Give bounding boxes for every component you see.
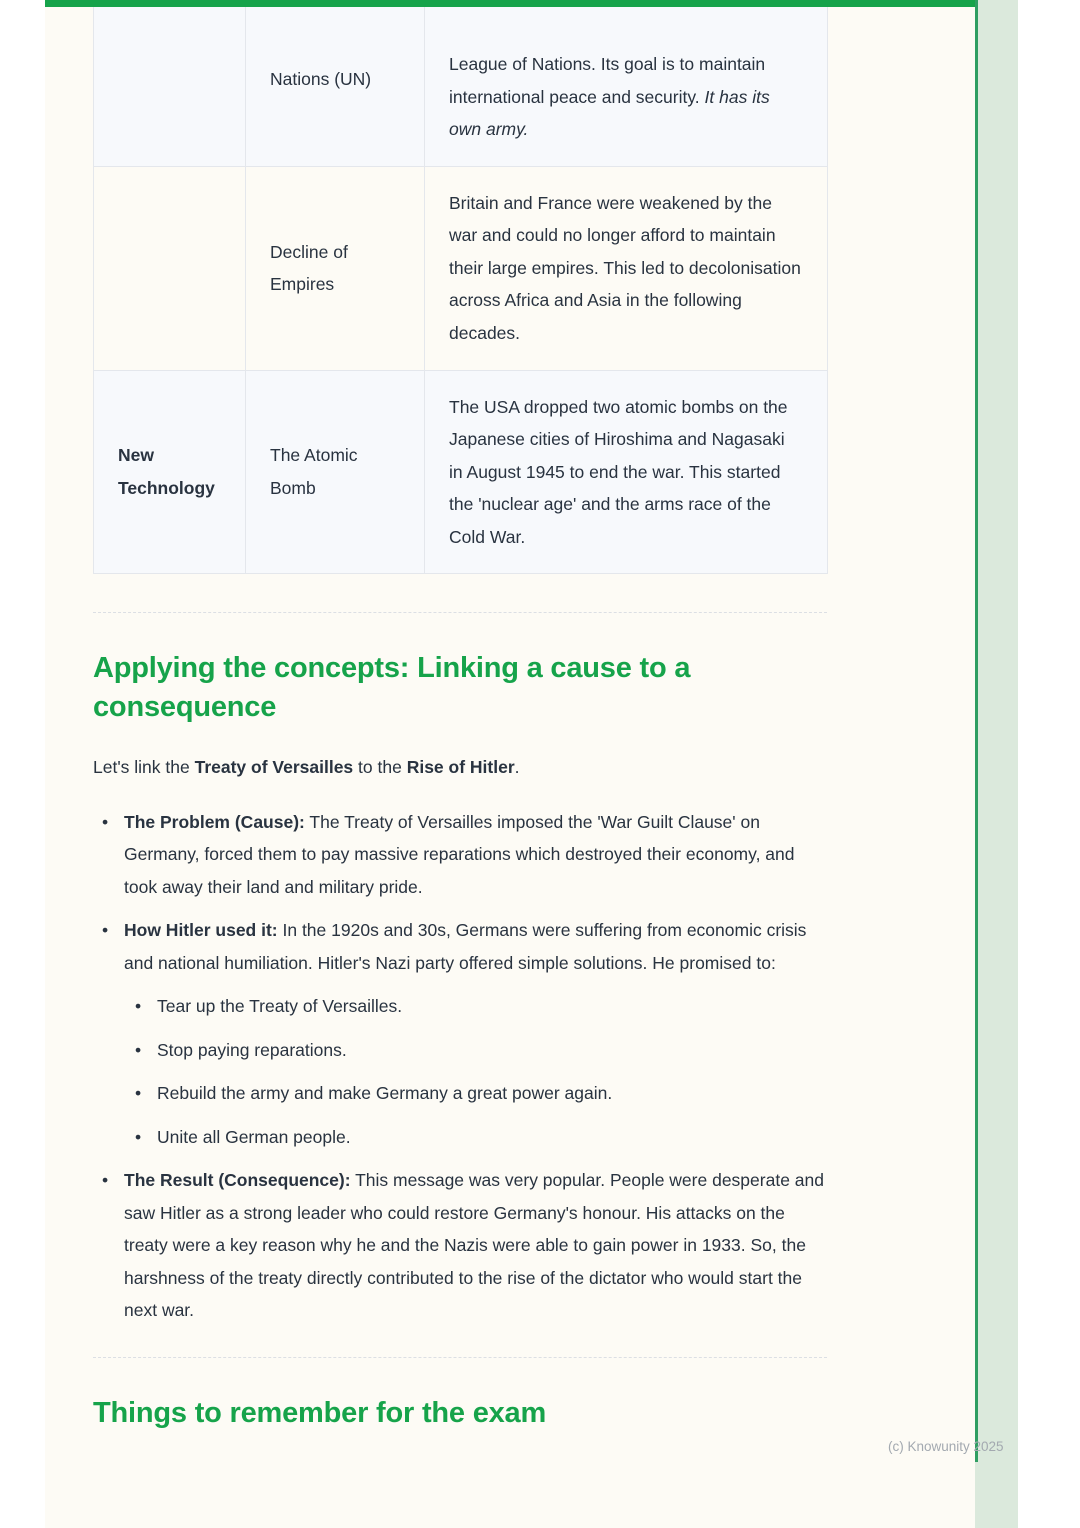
- intro-text: Let's link the: [93, 757, 195, 777]
- top-accent-bar: [45, 0, 975, 7]
- description-cell: [425, 7, 828, 166]
- cause-consequence-list: [93, 806, 827, 1327]
- scroll-progress-indicator[interactable]: [975, 0, 978, 1462]
- list-item-lead: The Result (Consequence):: [124, 1170, 351, 1190]
- section-divider: [93, 1357, 827, 1358]
- intro-paragraph: [93, 751, 827, 784]
- description-cell: The USA dropped two atomic bombs on the Japanese cities of Hiroshima and Nagasaki in August 1945 to end the war. This started the 'nuclear age' and the arms race of the Cold War.: [425, 370, 828, 574]
- list-item-result: [93, 1164, 827, 1327]
- list-item-lead: The Problem (Cause):: [124, 811, 305, 832]
- intro-text: to the: [353, 757, 407, 777]
- item-cell: Nations (UN): [246, 7, 425, 166]
- table-row: [94, 370, 828, 574]
- category-cell: New Technology: [94, 370, 246, 574]
- section-divider: [93, 612, 827, 613]
- list-item-how-used: [93, 914, 827, 1153]
- item-cell: The Atomic Bomb: [246, 370, 425, 574]
- document-page: [45, 0, 975, 1528]
- list-item-text: This message was very popular. People were desperate and saw Hitler as a strong leader who could restore Germany's honour. His attacks on the treaty were a key reason why he and the Nazis were able to gain power in 1933. So, the harshness of the treaty directly contributed to the rise of the dictator who would start the next war.: [124, 1170, 824, 1320]
- sublist-item: • Tear up the Treaty of Versailles.: [124, 990, 827, 1023]
- item-cell: Decline of Empires: [246, 166, 425, 370]
- intro-text: .: [514, 757, 520, 777]
- intro-bold-hitler: Rise of Hitler: [406, 757, 515, 777]
- copyright-footer: (c) Knowunity 2025: [888, 1439, 1004, 1454]
- page-content: [45, 7, 975, 1433]
- section-heading-exam: Things to remember for the exam: [93, 1396, 547, 1429]
- sublist-item: • Rebuild the army and make Germany a great power again.: [124, 1077, 827, 1110]
- list-item-text: In the 1920s and 30s, Germans were suffering from economic crisis and national humiliation. Hitler's Nazi party offered simple solutions. He promised to:: [124, 920, 807, 973]
- consequences-table: [93, 7, 828, 574]
- list-item-text: The Treaty of Versailles imposed the 'War Guilt Clause' on Germany, forced them to pay massive reparations which destroyed their economy, and took away their land and military pride.: [124, 811, 795, 897]
- description-italic-text: It has its own army.: [449, 86, 770, 139]
- sublist-item: • Stop paying reparations.: [124, 1034, 827, 1067]
- description-cell: Britain and France were weakened by the war and could no longer afford to maintain their large empires. This led to decolonisation across Africa and Asia in the following decades.: [425, 166, 828, 370]
- description-text: League of Nations. Its goal is to maintain international peace and security.: [449, 54, 766, 107]
- category-cell: [94, 7, 246, 166]
- list-item-problem: [93, 806, 827, 904]
- table-row: [94, 7, 828, 166]
- promises-sublist: [124, 990, 827, 1153]
- list-item-lead: How Hitler used it:: [124, 920, 278, 940]
- table-row: [94, 166, 828, 370]
- section-heading-applying: Applying the concepts: Linking a cause to a consequence: [93, 652, 691, 723]
- intro-bold-treaty: Treaty of Versailles: [194, 757, 354, 777]
- sublist-item: • Unite all German people.: [124, 1121, 827, 1154]
- category-cell: [94, 166, 246, 370]
- scroll-strip[interactable]: [975, 0, 1018, 1528]
